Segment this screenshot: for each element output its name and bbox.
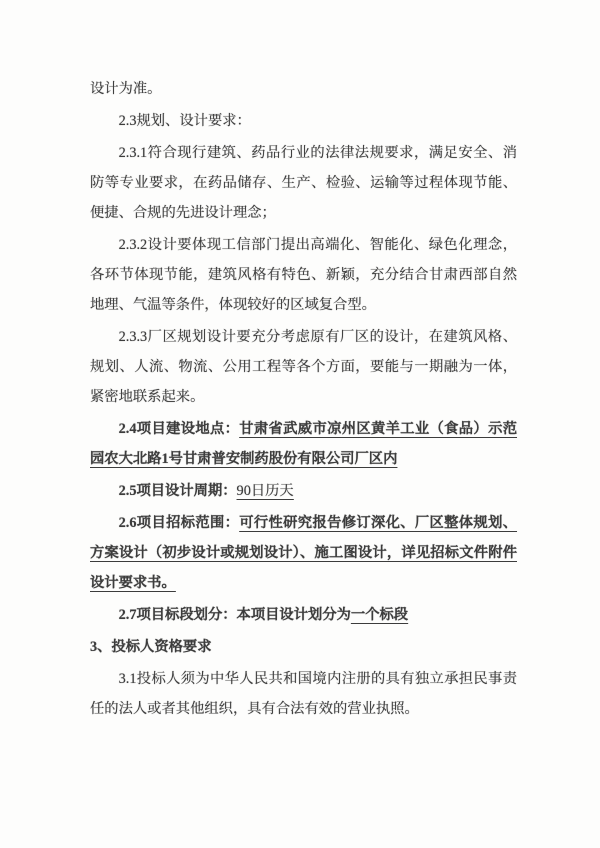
text-run: 2.3.3厂区规划设计要充分考虑原有厂区的设计，在建筑风格、规划、人流、物流、公用工程等各个方面，要能与一期融为一体，紧密地联系起来。	[90, 329, 517, 405]
para-design-basis-tail	[90, 74, 517, 104]
para-2-4-location	[90, 414, 517, 474]
bold-label: 2.5项目设计周期：	[118, 483, 237, 499]
bold-label: 2.7项目标段划分：本项目设计划分为	[118, 607, 351, 623]
para-2-3-1	[90, 138, 517, 228]
text-run: 2.3规划、设计要求：	[118, 113, 251, 129]
text-run: 3.1投标人须为中华人民共和国境内注册的具有独立承担民事责任的法人或者其他组织，具有合法有效的营业执照。	[90, 671, 517, 717]
para-2-3-2	[90, 230, 517, 320]
underlined-value: 90日历天	[236, 483, 294, 499]
text-run: 设计为准。	[90, 81, 162, 97]
document-content	[90, 74, 517, 726]
bold-label: 3、投标人资格要求	[90, 639, 212, 655]
underlined-value: 可行性研究报告修订深化、厂区整体规划、方案设计（初步设计或规划设计）、施工图设计，详见招标文件附件设计要求书。	[90, 515, 518, 591]
para-3-1	[90, 664, 517, 724]
heading-3-bidder-qualification	[90, 632, 517, 662]
para-2-7-bid-sections	[90, 600, 517, 630]
para-2-5-design-period	[90, 476, 517, 506]
underlined-value: 甘肃省武威市凉州区黄羊工业（食品）示范园农大北路1号甘肃普安制药股份有限公司厂区内	[90, 421, 518, 467]
para-2-3-title	[90, 106, 517, 136]
para-2-6-bid-scope	[90, 508, 517, 598]
text-run: 2.3.2设计要体现工信部门提出高端化、智能化、绿色化理念，各环节体现节能，建筑风格有特色、新颖，充分结合甘肃西部自然地理、气温等条件，体现较好的区域复合型。	[90, 237, 517, 313]
para-2-3-3	[90, 322, 517, 412]
bold-label: 2.6项目招标范围：	[118, 515, 240, 531]
bold-label: 2.4项目建设地点：	[118, 421, 240, 437]
underlined-value: 一个标段	[350, 607, 409, 623]
text-run: 2.3.1符合现行建筑、药品行业的法律法规要求，满足安全、消防等专业要求，在药品储存、生产、检验、运输等过程体现节能、便捷、合规的先进设计理念；	[90, 145, 517, 221]
